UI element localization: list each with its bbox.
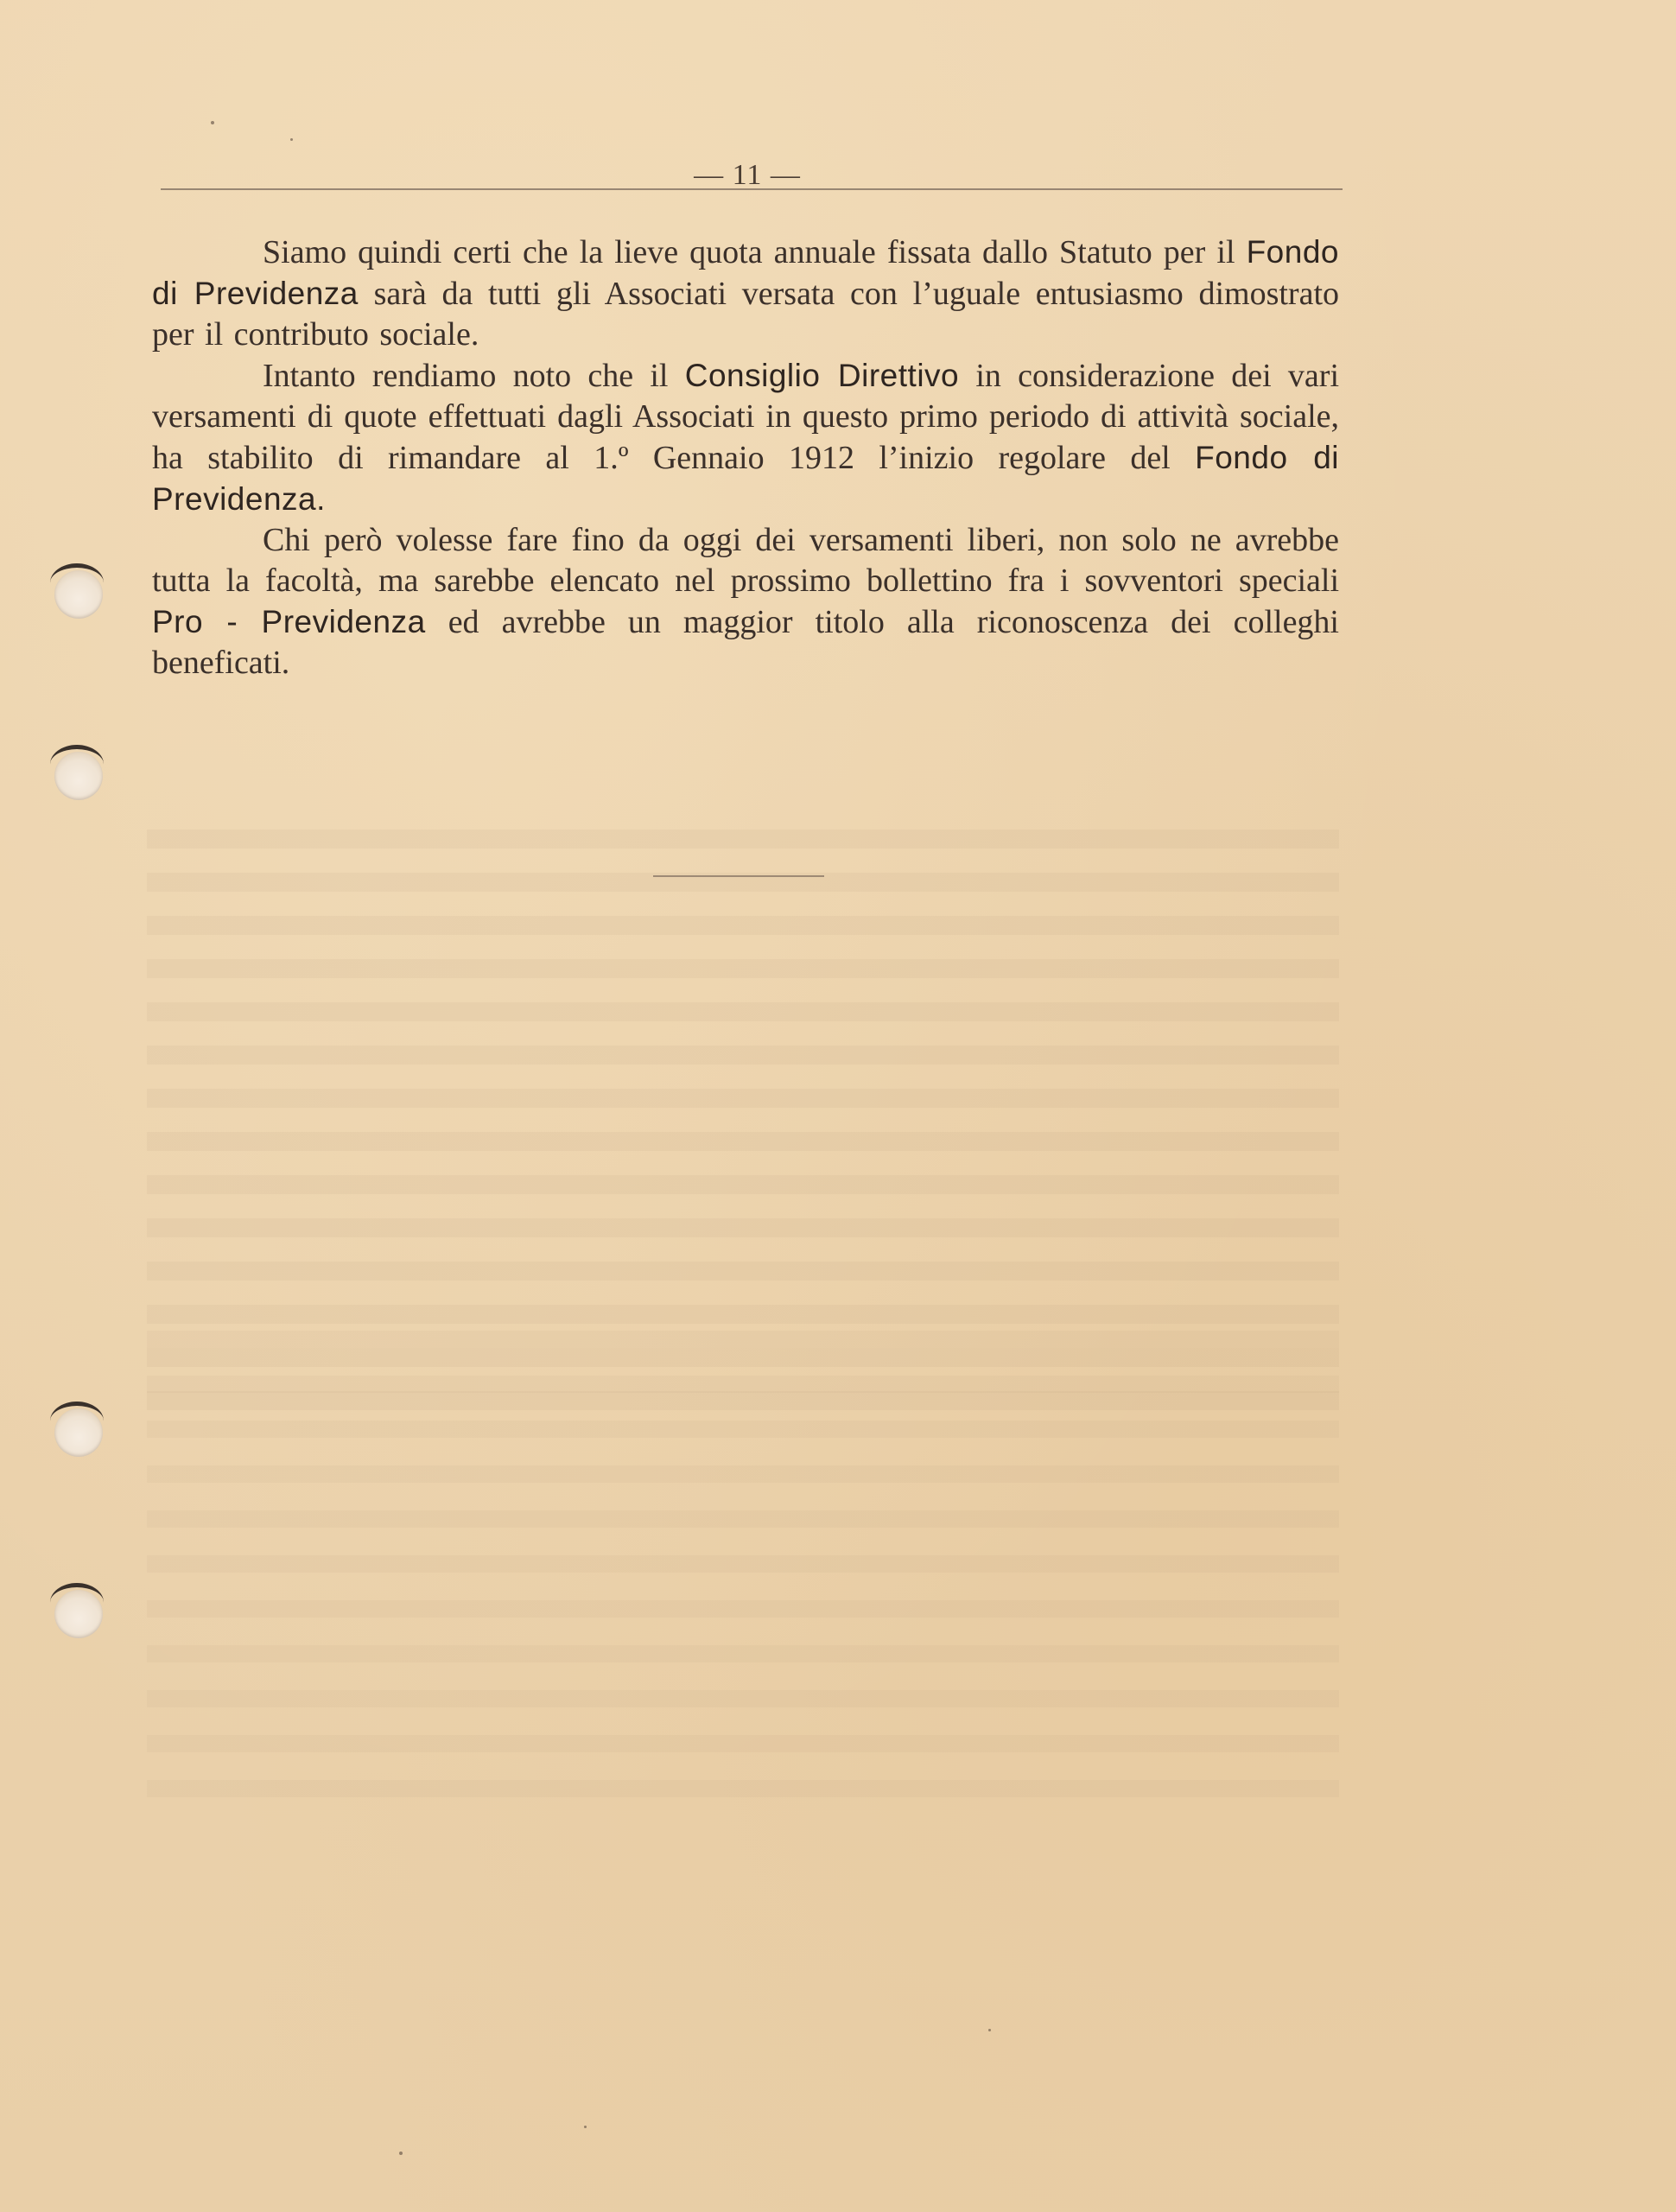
text-run: ed avrebbe un maggior titolo alla riconoscenza dei colleghi beneficati. <box>152 604 1339 681</box>
text-run: Chi però volesse fare fino da oggi dei versamenti liberi, non solo ne avrebbe tutta la facoltà, ma sarebbe elencato nel prossimo bollettino fra i sovventori speciali <box>152 522 1339 599</box>
punch-hole <box>54 1590 103 1638</box>
paper-speck <box>290 138 293 141</box>
text-run: Intanto rendiamo noto che il <box>263 358 685 394</box>
term-fondo-di-previdenza: Fondo di Previdenza <box>152 234 1339 311</box>
header-rule <box>161 188 1343 190</box>
page-number: — 11 — <box>694 159 801 191</box>
punch-hole <box>54 1408 103 1457</box>
paper-speck <box>399 2152 403 2155</box>
show-through-texture <box>147 1331 1339 1815</box>
paragraph-3 <box>152 520 1339 683</box>
text-run: Siamo quindi certi che la lieve quota annuale fissata dallo Statuto per il <box>263 234 1247 270</box>
body-text <box>152 232 1339 683</box>
text-run: sarà da tutti gli Associati versata con l’uguale entusiasmo dimostrato per il contributo sociale. <box>152 276 1340 353</box>
term-fondo-di-previdenza: Fondo di Previdenza. <box>152 440 1339 517</box>
paragraph-1 <box>152 232 1339 355</box>
paper-speck <box>584 2126 587 2128</box>
text-run: in considerazione dei vari versamenti di quote effettuati dagli Associati in questo primo periodo di attività sociale, ha stabilito di rimandare al 1.º Gennaio 1912 l’inizio regolare del <box>152 358 1340 476</box>
term-pro-previdenza: Pro - Previdenza <box>152 604 426 639</box>
term-consiglio-direttivo: Consiglio Direttivo <box>684 358 960 393</box>
punch-hole <box>54 752 103 800</box>
paper-speck <box>211 121 214 124</box>
paper-speck <box>988 2029 991 2031</box>
paragraph-2 <box>152 355 1339 520</box>
punch-hole <box>54 570 103 619</box>
